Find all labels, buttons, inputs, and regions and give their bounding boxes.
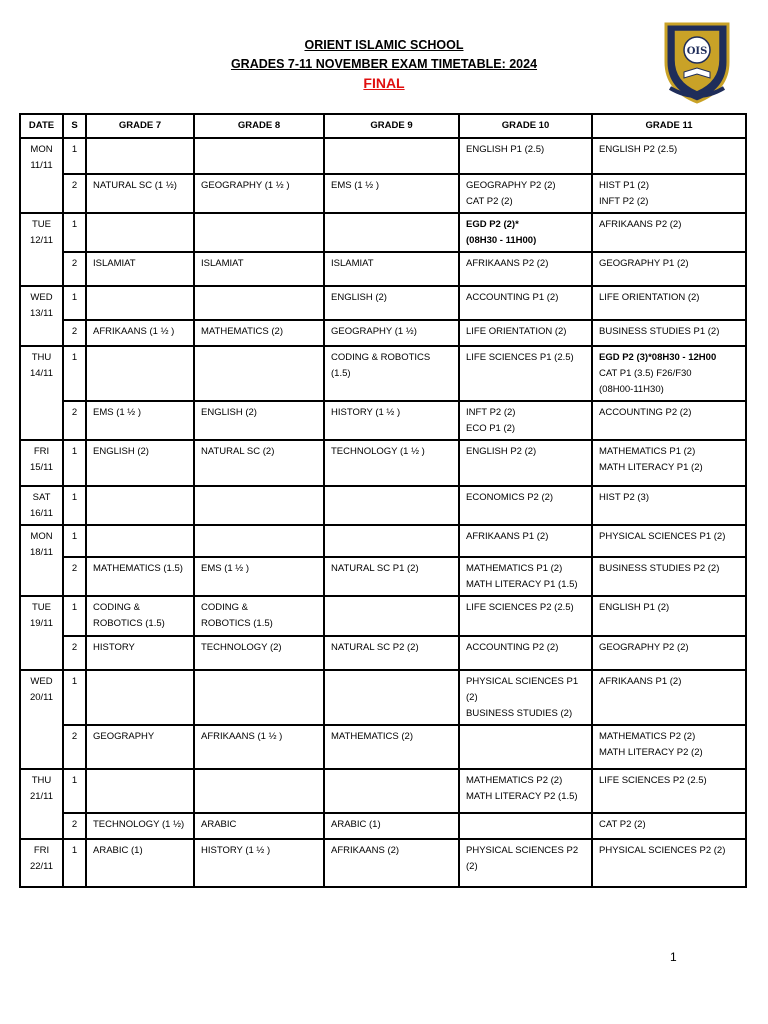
day-label: MON (30, 531, 53, 542)
session-cell: 1 (63, 138, 86, 174)
exam-cell (194, 813, 324, 839)
date-label: 20/11 (29, 692, 54, 703)
exam-entry: PHYSICAL SCIENCES P2 (2) (466, 845, 579, 872)
date-cell (20, 286, 63, 346)
exam-entry: ACCOUNTING P1 (2) (466, 292, 559, 303)
exam-cell (324, 252, 459, 286)
exam-entry: MATHEMATICS P1 (2) (466, 563, 563, 574)
day-label: SAT (32, 492, 51, 503)
session-cell: 1 (63, 670, 86, 725)
exam-entry: EMS (1 ½ ) (331, 180, 380, 191)
exam-cell (592, 213, 746, 252)
exam-entry: BUSINESS STUDIES P1 (2) (599, 326, 720, 337)
exam-entry: INFT P2 (2) (599, 196, 649, 207)
exam-cell (592, 769, 746, 813)
table-row (20, 839, 746, 887)
exam-cell (86, 174, 194, 213)
exam-entry: PHYSICAL SCIENCES P1 (2) (599, 531, 726, 542)
exam-entry: LIFE ORIENTATION (2) (466, 326, 567, 337)
exam-cell (194, 725, 324, 769)
exam-cell (459, 596, 592, 636)
exam-entry: ISLAMIAT (201, 258, 244, 269)
table-row (20, 486, 746, 525)
exam-cell (86, 401, 194, 440)
school-crest-logo (662, 18, 732, 104)
table-row (20, 138, 746, 174)
exam-cell (459, 636, 592, 670)
session-cell: 2 (63, 557, 86, 596)
exam-entry: ENGLISH P2 (2) (466, 446, 537, 457)
exam-entry: ENGLISH (2) (331, 292, 387, 303)
exam-cell (459, 813, 592, 839)
exam-entry: ENGLISH P2 (2.5) (599, 144, 678, 155)
session-cell: 1 (63, 769, 86, 813)
exam-entry: PHYSICAL SCIENCES P2 (2) (599, 845, 726, 856)
exam-cell (592, 174, 746, 213)
exam-entry: ARABIC (1) (331, 819, 381, 830)
exam-cell (324, 813, 459, 839)
exam-entry: ECONOMICS P2 (2) (466, 492, 554, 503)
exam-cell (459, 286, 592, 320)
date-label: 18/11 (29, 547, 54, 558)
exam-entry: MATH LITERACY P1 (2) (599, 462, 703, 473)
exam-entry: (08H00-11H30) (599, 384, 664, 395)
exam-cell (86, 486, 194, 525)
exam-cell (459, 525, 592, 557)
exam-entry: ENGLISH (2) (93, 446, 149, 457)
table-row (20, 769, 746, 813)
exam-entry: AFRIKAANS P2 (2) (466, 258, 549, 269)
table-header-row (20, 114, 746, 138)
exam-entry: LIFE SCIENCES P2 (2.5) (599, 775, 707, 786)
exam-entry: CAT P1 (3.5) F26/F30 (599, 368, 692, 379)
date-label: 12/11 (29, 235, 54, 246)
session-cell: 1 (63, 213, 86, 252)
exam-entry: ACCOUNTING P2 (2) (466, 642, 559, 653)
exam-cell (592, 138, 746, 174)
column-header: DATE (20, 114, 63, 138)
exam-cell (324, 670, 459, 725)
document-header (0, 36, 768, 93)
date-cell (20, 670, 63, 769)
exam-entry: TECHNOLOGY (1 ½) (93, 819, 185, 830)
exam-cell (459, 440, 592, 486)
session-cell: 1 (63, 286, 86, 320)
exam-entry: BUSINESS STUDIES (2) (466, 708, 573, 719)
exam-cell (324, 596, 459, 636)
table-row (20, 213, 746, 252)
timetable-title: GRADES 7-11 NOVEMBER EXAM TIMETABLE: 2024 (230, 57, 538, 71)
exam-cell (324, 440, 459, 486)
session-cell: 1 (63, 440, 86, 486)
exam-entry: EMS (1 ½ ) (201, 563, 250, 574)
exam-entry: CAT P2 (2) (466, 196, 513, 207)
date-cell (20, 486, 63, 525)
date-cell (20, 138, 63, 213)
date-cell (20, 769, 63, 839)
exam-entry: GEOGRAPHY (93, 731, 155, 742)
exam-cell (459, 769, 592, 813)
exam-cell (86, 557, 194, 596)
day-label: TUE (32, 219, 51, 230)
exam-timetable (19, 113, 747, 888)
exam-cell (194, 557, 324, 596)
exam-entry: ENGLISH P1 (2) (599, 602, 670, 613)
column-header: GRADE 9 (324, 114, 459, 138)
exam-cell (86, 286, 194, 320)
school-name: ORIENT ISLAMIC SCHOOL (304, 38, 464, 52)
session-cell: 1 (63, 486, 86, 525)
exam-cell (459, 670, 592, 725)
table-row (20, 596, 746, 636)
exam-entry: LIFE SCIENCES P1 (2.5) (466, 352, 574, 363)
exam-cell (194, 440, 324, 486)
exam-cell (324, 486, 459, 525)
exam-entry: AFRIKAANS P1 (2) (599, 676, 682, 687)
exam-cell (459, 252, 592, 286)
exam-entry: MATH LITERACY P2 (2) (599, 747, 703, 758)
exam-entry: NATURAL SC (2) (201, 446, 275, 457)
table-row (20, 286, 746, 320)
exam-entry: ISLAMIAT (331, 258, 374, 269)
column-header: GRADE 8 (194, 114, 324, 138)
exam-entry: MATHEMATICS (1.5) (93, 563, 183, 574)
table-row (20, 636, 746, 670)
session-cell: 1 (63, 346, 86, 401)
exam-cell (86, 813, 194, 839)
exam-entry: MATHEMATICS (2) (201, 326, 283, 337)
exam-entry: CODING & (201, 602, 248, 613)
exam-cell (86, 725, 194, 769)
date-label: 21/11 (29, 791, 54, 802)
table-row (20, 670, 746, 725)
exam-cell (324, 769, 459, 813)
exam-cell (194, 138, 324, 174)
exam-entry: BUSINESS STUDIES P2 (2) (599, 563, 720, 574)
exam-entry: ROBOTICS (1.5) (201, 618, 273, 629)
table-row (20, 725, 746, 769)
exam-cell (324, 839, 459, 887)
date-label: 14/11 (29, 368, 54, 379)
exam-cell (459, 346, 592, 401)
session-cell: 1 (63, 525, 86, 557)
exam-entry: INFT P2 (2) (466, 407, 516, 418)
exam-cell (459, 839, 592, 887)
exam-entry: MATHEMATICS P2 (2) (599, 731, 696, 742)
exam-cell (86, 440, 194, 486)
exam-cell (459, 174, 592, 213)
date-label: 16/11 (29, 508, 54, 519)
exam-cell (194, 213, 324, 252)
date-cell (20, 213, 63, 286)
crest-text: OIS (686, 46, 708, 57)
exam-cell (86, 138, 194, 174)
exam-entry: MATH LITERACY P2 (1.5) (466, 791, 578, 802)
exam-entry: ACCOUNTING P2 (2) (599, 407, 692, 418)
table-row (20, 440, 746, 486)
date-label: 11/11 (30, 160, 53, 171)
exam-entry: MATH LITERACY P1 (1.5) (466, 579, 578, 590)
exam-entry: HISTORY (93, 642, 135, 653)
exam-cell (324, 557, 459, 596)
day-label: THU (31, 775, 52, 786)
exam-entry: CODING & (93, 602, 140, 613)
exam-cell (86, 670, 194, 725)
exam-cell (459, 213, 592, 252)
exam-entry: GEOGRAPHY P1 (2) (599, 258, 689, 269)
exam-entry: GEOGRAPHY P2 (2) (466, 180, 556, 191)
exam-cell (86, 636, 194, 670)
exam-entry: TECHNOLOGY (2) (201, 642, 282, 653)
session-cell: 1 (63, 839, 86, 887)
exam-cell (194, 286, 324, 320)
table-row (20, 813, 746, 839)
exam-cell (592, 596, 746, 636)
table-row (20, 320, 746, 346)
table-body (20, 138, 746, 887)
exam-cell (592, 252, 746, 286)
exam-cell (194, 252, 324, 286)
exam-cell (194, 346, 324, 401)
exam-cell (86, 213, 194, 252)
table-row (20, 174, 746, 213)
exam-entry: AFRIKAANS P2 (2) (599, 219, 682, 230)
exam-cell (194, 769, 324, 813)
exam-cell (324, 346, 459, 401)
exam-cell (324, 286, 459, 320)
exam-entry: ENGLISH (2) (201, 407, 257, 418)
date-cell (20, 525, 63, 596)
exam-cell (194, 486, 324, 525)
exam-cell (86, 769, 194, 813)
exam-entry: GEOGRAPHY (1 ½) (331, 326, 417, 337)
exam-cell (324, 174, 459, 213)
exam-entry: MATHEMATICS (2) (331, 731, 413, 742)
exam-cell (592, 320, 746, 346)
date-label: 22/11 (29, 861, 54, 872)
exam-entry: PHYSICAL SCIENCES P1 (2) (466, 676, 579, 703)
day-label: FRI (33, 446, 50, 457)
exam-cell (592, 725, 746, 769)
column-header: GRADE 11 (592, 114, 746, 138)
exam-cell (324, 636, 459, 670)
day-label: WED (30, 676, 53, 687)
exam-cell (592, 813, 746, 839)
date-label: 19/11 (29, 618, 54, 629)
exam-entry: HIST P1 (2) (599, 180, 649, 191)
exam-cell (592, 286, 746, 320)
exam-entry: ARABIC (201, 819, 237, 830)
day-label: MON (30, 144, 53, 155)
exam-cell (86, 839, 194, 887)
exam-entry: CAT P2 (2) (599, 819, 646, 830)
table-row (20, 346, 746, 401)
exam-entry: EGD P2 (2)* (466, 219, 519, 230)
exam-cell (592, 486, 746, 525)
exam-cell (86, 252, 194, 286)
exam-cell (324, 525, 459, 557)
date-label: 15/11 (29, 462, 54, 473)
day-label: WED (30, 292, 53, 303)
exam-entry: HISTORY (1 ½ ) (331, 407, 401, 418)
session-cell: 2 (63, 813, 86, 839)
exam-cell (459, 557, 592, 596)
session-cell: 2 (63, 725, 86, 769)
exam-cell (592, 636, 746, 670)
column-header: S (63, 114, 86, 138)
day-label: THU (31, 352, 52, 363)
exam-cell (86, 596, 194, 636)
exam-cell (592, 440, 746, 486)
date-cell (20, 596, 63, 670)
session-cell: 2 (63, 174, 86, 213)
exam-entry: MATHEMATICS P1 (2) (599, 446, 696, 457)
table-row (20, 252, 746, 286)
exam-cell (194, 670, 324, 725)
exam-cell (592, 839, 746, 887)
exam-entry: GEOGRAPHY (1 ½ ) (201, 180, 290, 191)
exam-cell (592, 557, 746, 596)
exam-entry: NATURAL SC P2 (2) (331, 642, 419, 653)
exam-cell (194, 839, 324, 887)
table-row (20, 525, 746, 557)
date-cell (20, 839, 63, 887)
day-label: FRI (33, 845, 50, 856)
exam-cell (459, 401, 592, 440)
exam-cell (592, 670, 746, 725)
date-cell (20, 346, 63, 440)
exam-cell (324, 401, 459, 440)
exam-cell (459, 320, 592, 346)
exam-cell (194, 401, 324, 440)
session-cell: 2 (63, 252, 86, 286)
table-row (20, 401, 746, 440)
exam-entry: ROBOTICS (1.5) (93, 618, 165, 629)
exam-entry: (08H30 - 11H00) (466, 235, 537, 246)
exam-entry: ECO P1 (2) (466, 423, 516, 434)
exam-cell (86, 525, 194, 557)
exam-entry: LIFE ORIENTATION (2) (599, 292, 700, 303)
exam-entry: AFRIKAANS P1 (2) (466, 531, 549, 542)
exam-cell (592, 401, 746, 440)
exam-cell (592, 346, 746, 401)
exam-entry: HIST P2 (3) (599, 492, 649, 503)
exam-cell (592, 525, 746, 557)
exam-entry: ISLAMIAT (93, 258, 136, 269)
exam-entry: EMS (1 ½ ) (93, 407, 142, 418)
session-cell: 2 (63, 636, 86, 670)
exam-entry: GEOGRAPHY P2 (2) (599, 642, 689, 653)
exam-entry: CODING & ROBOTICS (1.5) (331, 352, 431, 379)
exam-cell (86, 320, 194, 346)
exam-cell (194, 174, 324, 213)
exam-cell (194, 320, 324, 346)
column-header: GRADE 7 (86, 114, 194, 138)
status-final: FINAL (363, 75, 405, 91)
page-number: 1 (670, 950, 677, 964)
session-cell: 2 (63, 320, 86, 346)
exam-entry: LIFE SCIENCES P2 (2.5) (466, 602, 574, 613)
table-row (20, 557, 746, 596)
exam-entry: AFRIKAANS (1 ½ ) (93, 326, 175, 337)
exam-entry: NATURAL SC (1 ½) (93, 180, 177, 191)
exam-cell (86, 346, 194, 401)
column-header: GRADE 10 (459, 114, 592, 138)
exam-cell (194, 525, 324, 557)
exam-cell (324, 725, 459, 769)
exam-cell (324, 213, 459, 252)
exam-cell (194, 596, 324, 636)
exam-cell (459, 138, 592, 174)
exam-entry: TECHNOLOGY (1 ½ ) (331, 446, 425, 457)
exam-cell (459, 486, 592, 525)
exam-entry: ARABIC (1) (93, 845, 143, 856)
session-cell: 2 (63, 401, 86, 440)
date-cell (20, 440, 63, 486)
exam-cell (459, 725, 592, 769)
exam-entry: AFRIKAANS (2) (331, 845, 400, 856)
exam-entry: HISTORY (1 ½ ) (201, 845, 271, 856)
exam-cell (324, 320, 459, 346)
exam-entry: NATURAL SC P1 (2) (331, 563, 419, 574)
exam-entry: MATHEMATICS P2 (2) (466, 775, 563, 786)
session-cell: 1 (63, 596, 86, 636)
exam-cell (194, 636, 324, 670)
day-label: TUE (32, 602, 51, 613)
exam-entry: EGD P2 (3)*08H30 - 12H00 (599, 352, 717, 363)
exam-entry: ENGLISH P1 (2.5) (466, 144, 545, 155)
exam-entry: AFRIKAANS (1 ½ ) (201, 731, 283, 742)
exam-cell (324, 138, 459, 174)
date-label: 13/11 (29, 308, 54, 319)
